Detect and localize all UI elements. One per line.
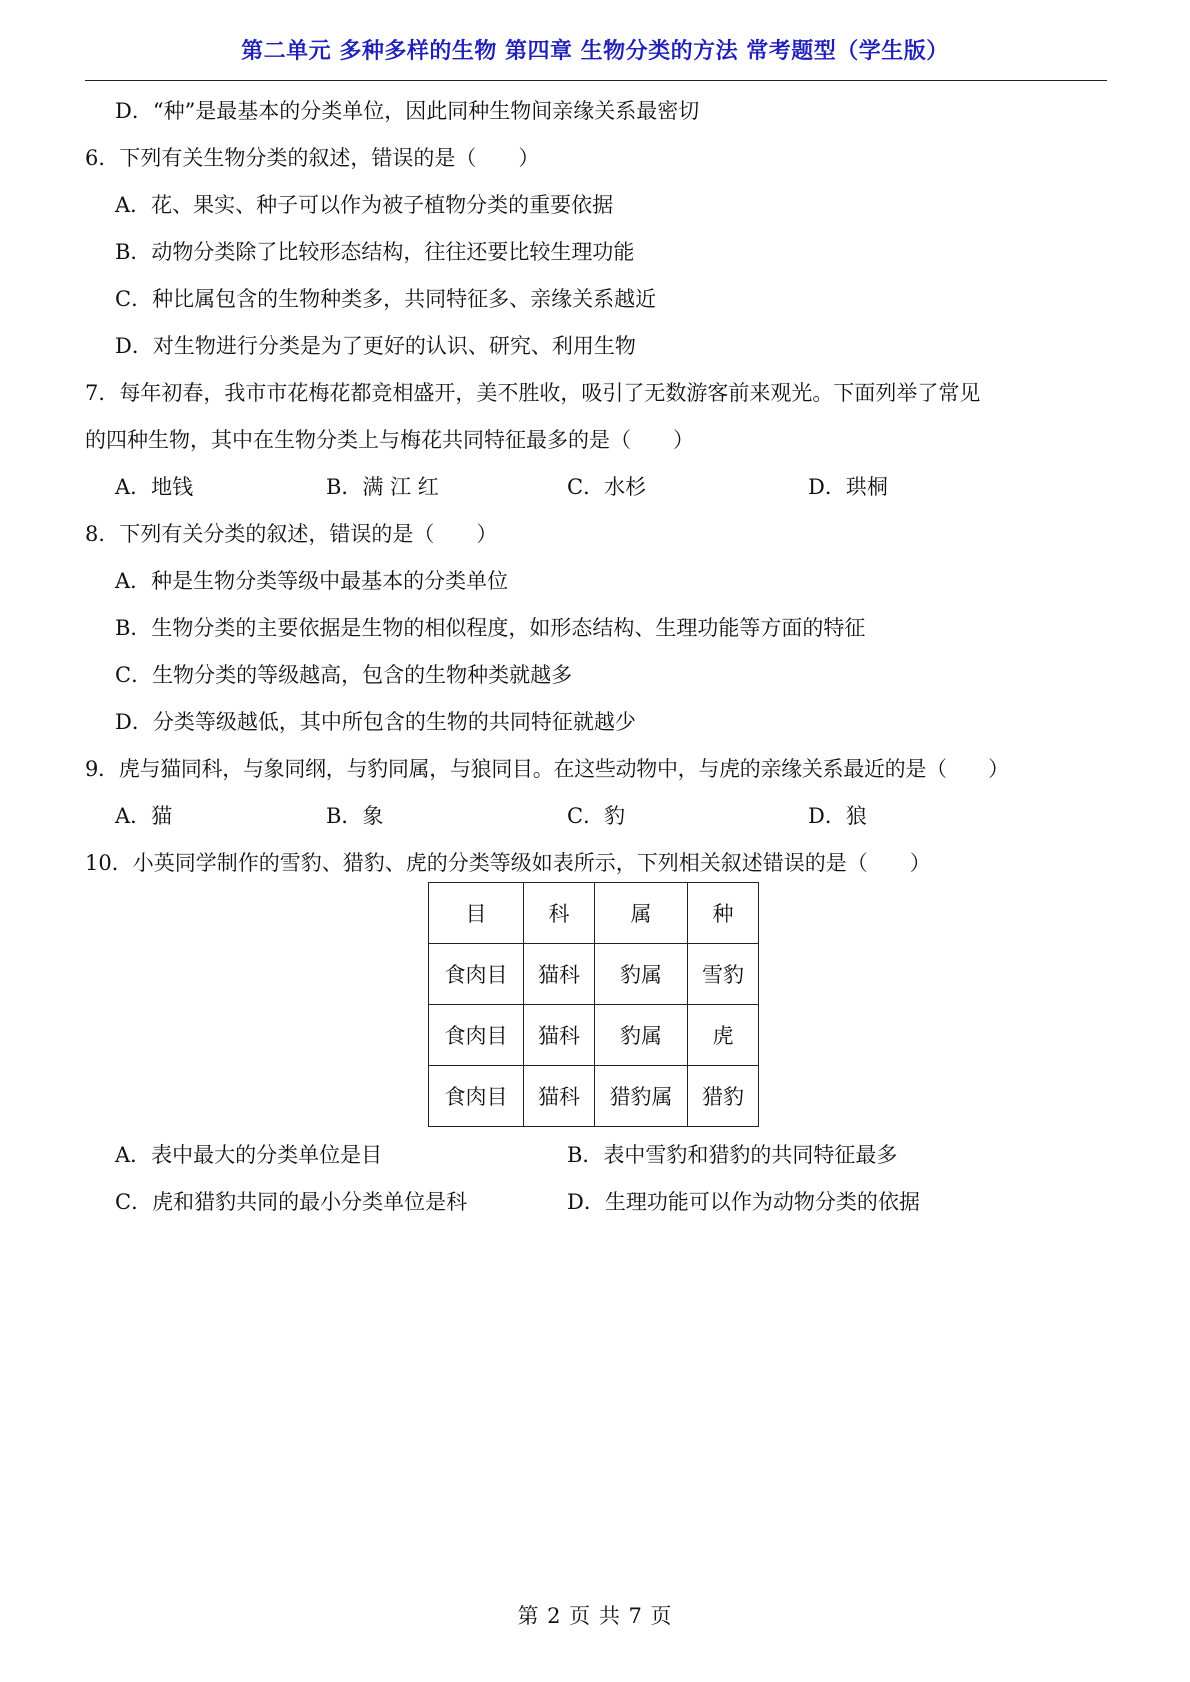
q8-option-b: B．生物分类的主要依据是生物的相似程度，如形态结构、生理功能等方面的特征: [115, 616, 866, 640]
q10-options-row1: [85, 1132, 1107, 1179]
q9-option-c: C．豹: [567, 804, 626, 828]
q10-option-a: A．表中最大的分类单位是目: [115, 1143, 383, 1167]
q6-option-d: D．对生物进行分类是为了更好的认识、研究、利用生物: [115, 334, 636, 358]
q10-options-row2: [85, 1179, 1107, 1226]
table-cell: 豹属: [595, 944, 688, 1005]
header-divider: [85, 80, 1107, 81]
table-row: [429, 1066, 759, 1127]
table-cell: 食肉目: [429, 1066, 524, 1127]
table-cell: 猎豹: [688, 1066, 759, 1127]
table-cell: 雪豹: [688, 944, 759, 1005]
q7-stem-line1: 7．每年初春，我市市花梅花都竞相盛开，美不胜收，吸引了无数游客前来观光。下面列举了常见: [85, 381, 981, 405]
q7-option-b: B．满 江 红: [326, 475, 439, 499]
q7-option-d: D．珙桐: [808, 475, 888, 499]
table-row: [429, 1005, 759, 1066]
q10-stem: 10．小英同学制作的雪豹、猎豹、虎的分类等级如表所示，下列相关叙述错误的是（ ）: [85, 851, 931, 875]
q8-stem: 8．下列有关分类的叙述，错误的是（ ）: [85, 522, 498, 546]
table-header-row: [429, 883, 759, 944]
q7-options: [85, 464, 1107, 511]
q5-option-d: D．“种”是最基本的分类单位，因此同种生物间亲缘关系最密切: [115, 99, 700, 123]
classification-table: [428, 882, 759, 1127]
table-row: [429, 944, 759, 1005]
table-cell: 食肉目: [429, 1005, 524, 1066]
table-cell: 虎: [688, 1005, 759, 1066]
q8-option-c: C．生物分类的等级越高，包含的生物种类就越多: [115, 663, 573, 687]
q9-option-a: A．猫: [115, 804, 173, 828]
q8-option-d: D．分类等级越低，其中所包含的生物的共同特征就越少: [115, 710, 636, 734]
table-cell: 猎豹属: [595, 1066, 688, 1127]
question-list: [85, 88, 1107, 887]
table-cell: 豹属: [595, 1005, 688, 1066]
table-header-cell: 属: [595, 883, 688, 944]
table-cell: 猫科: [524, 1066, 595, 1127]
q6-option-a: A．花、果实、种子可以作为被子植物分类的重要依据: [115, 193, 614, 217]
table-cell: 猫科: [524, 944, 595, 1005]
table-header-cell: 种: [688, 883, 759, 944]
q9-options: [85, 793, 1107, 840]
q10-option-c: C．虎和猎豹共同的最小分类单位是科: [115, 1190, 468, 1214]
q7-option-a: A．地钱: [115, 475, 194, 499]
page-header-title: 第二单元 多种多样的生物 第四章 生物分类的方法 常考题型（学生版）: [241, 39, 949, 64]
q10-option-d: D．生理功能可以作为动物分类的依据: [567, 1190, 920, 1214]
q10-option-b: B．表中雪豹和猎豹的共同特征最多: [567, 1143, 898, 1167]
q8-option-a: A．种是生物分类等级中最基本的分类单位: [115, 569, 509, 593]
q10-options: [85, 1132, 1107, 1226]
q6-option-c: C．种比属包含的生物种类多，共同特征多、亲缘关系越近: [115, 287, 657, 311]
q7-option-c: C．水杉: [567, 475, 647, 499]
q9-option-b: B．象: [326, 804, 384, 828]
q6-stem: 6．下列有关生物分类的叙述，错误的是（ ）: [85, 146, 540, 170]
table-header-cell: 目: [429, 883, 524, 944]
table-header-cell: 科: [524, 883, 595, 944]
q6-option-b: B．动物分类除了比较形态结构，往往还要比较生理功能: [115, 240, 635, 264]
page-number: 第 2 页 共 7 页: [517, 1604, 673, 1628]
table-cell: 食肉目: [429, 944, 524, 1005]
table-cell: 猫科: [524, 1005, 595, 1066]
q9-option-d: D．狼: [808, 804, 867, 828]
q7-stem-line2: 的四种生物，其中在生物分类上与梅花共同特征最多的是（ ）: [85, 428, 694, 452]
q9-stem: 9．虎与猫同科，与象同纲，与豹同属，与狼同目。在这些动物中，与虎的亲缘关系最近的是（ ）: [85, 757, 1009, 781]
